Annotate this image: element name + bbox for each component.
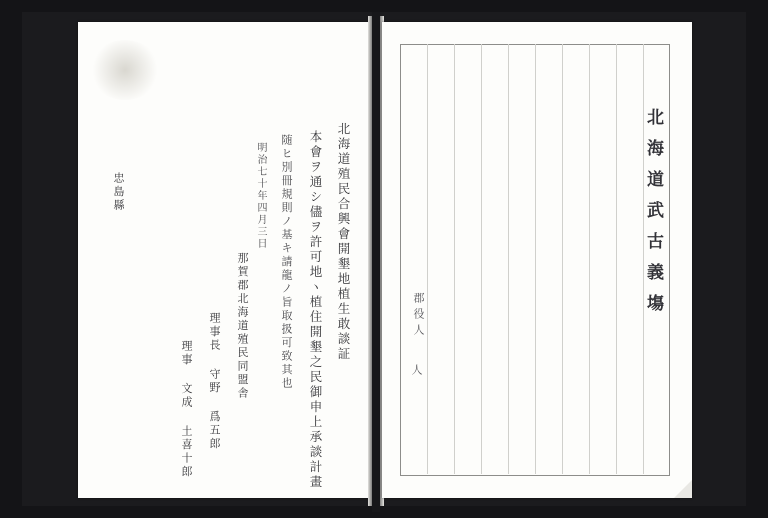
page-right	[382, 22, 692, 498]
org-line-3: 理事 文成 土喜十郎	[180, 340, 193, 479]
org-line-1: 那賀郡北海道殖民同盟舎	[236, 252, 249, 401]
column-rule	[508, 44, 509, 474]
column-rule	[616, 44, 617, 474]
signature-mark: 人	[410, 364, 423, 380]
signature: 郡役人	[412, 292, 425, 340]
column-rule	[454, 44, 455, 474]
book-spine-shadow	[372, 12, 380, 512]
book-spread	[22, 12, 746, 506]
paper-stain	[90, 40, 160, 100]
body-column-1: 北海道殖民合興會開墾地植生敢談証	[336, 122, 351, 362]
column-rule	[427, 44, 428, 474]
date-column: 明治七十年四月三日	[255, 142, 266, 250]
column-rule	[562, 44, 563, 474]
addressee: 忠島縣	[112, 172, 125, 213]
column-rule	[589, 44, 590, 474]
page-corner-fold	[674, 480, 692, 498]
column-rule	[481, 44, 482, 474]
column-rule	[535, 44, 536, 474]
page-left	[78, 22, 368, 498]
page-title: 北海道武古義塲	[643, 108, 663, 325]
body-column-3: 随ヒ別冊規則ノ基キ請龍ノ旨取扱可致其也	[280, 134, 293, 391]
body-column-2: 本會ヲ通シ儘ヲ許可地ヽ植住開墾之民御申上承談計畫	[308, 130, 323, 490]
org-line-2: 理事長 守野 爲五郎	[208, 312, 221, 451]
